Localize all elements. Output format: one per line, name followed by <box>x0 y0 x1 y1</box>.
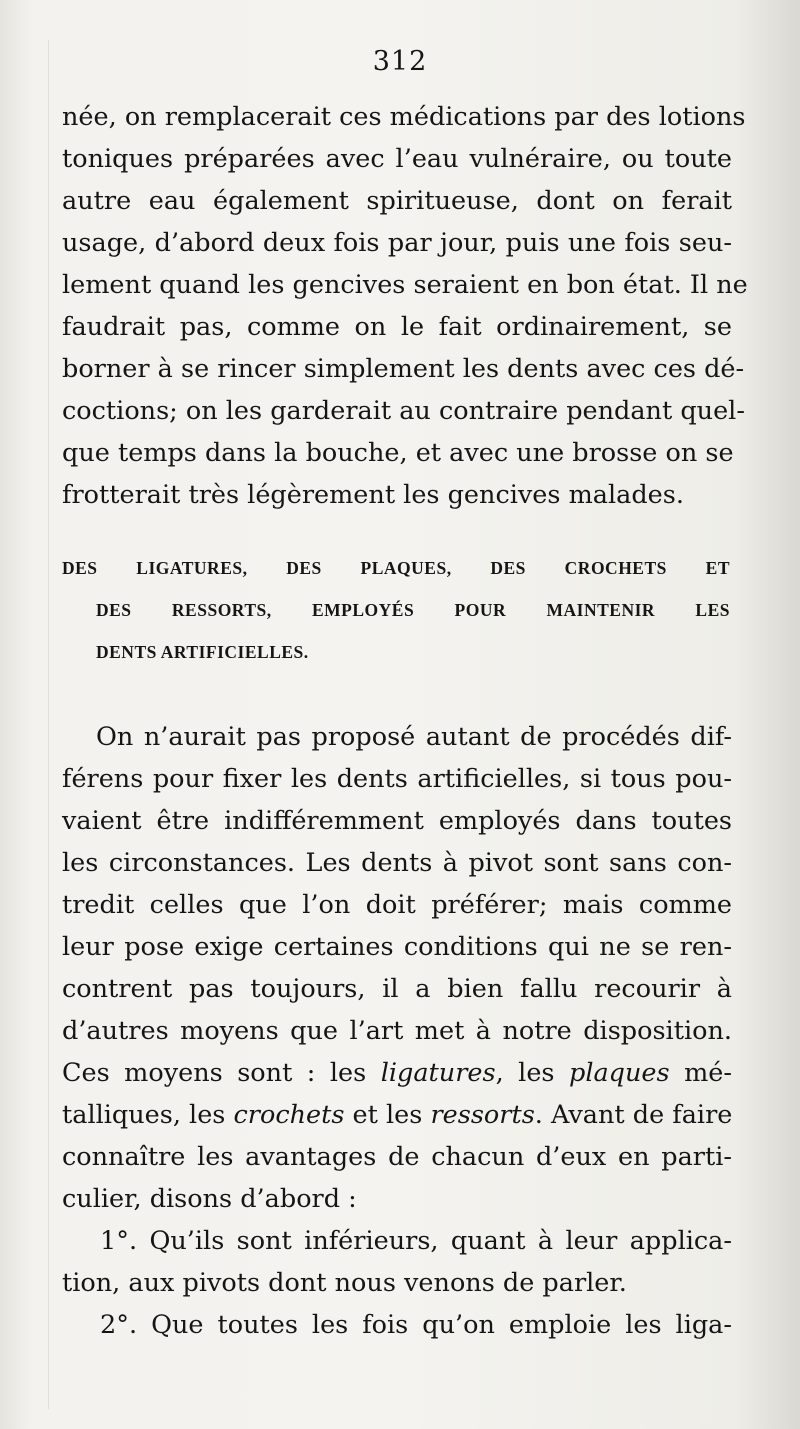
text-span: talliques, les <box>62 1100 234 1130</box>
text-line: contrent pas toujours, il a bien fallu recourir à <box>62 974 732 1004</box>
text-line: née, on remplacerait ces médications par des lotions <box>62 102 746 132</box>
text-line <box>62 1058 732 1088</box>
text-span: et les <box>344 1100 431 1130</box>
page-gutter-shadow <box>48 40 49 1409</box>
text-line: d’autres moyens que l’art met à notre disposition. <box>62 1016 732 1046</box>
text-line: leur pose exige certaines conditions qui ne se ren- <box>62 932 732 962</box>
text-line: faudrait pas, comme on le fait ordinairement, se <box>62 312 732 342</box>
text-span: Ces moyens sont : les <box>62 1058 381 1088</box>
text-line: que temps dans la bouche, et avec une brosse on se <box>62 438 734 468</box>
italic-term: plaques <box>569 1058 670 1088</box>
section-heading-line: DES LIGATURES, DES PLAQUES, DES CROCHETS ET <box>62 558 730 578</box>
text-span: . Avant de faire <box>534 1100 733 1130</box>
list-item-line: tion, aux pivots dont nous venons de parler. <box>62 1268 627 1298</box>
text-line: tredit celles que l’on doit préférer; mais comme <box>62 890 732 920</box>
text-line: frotterait très légèrement les gencives malades. <box>62 480 684 510</box>
text-line: toniques préparées avec l’eau vulnéraire, ou toute <box>62 144 732 174</box>
list-item-line: 1°. Qu’ils sont inférieurs, quant à leur applica- <box>100 1226 732 1256</box>
section-heading-line: DES RESSORTS, EMPLOYÉS POUR MAINTENIR LES <box>96 600 730 620</box>
text-line: les circonstances. Les dents à pivot sont sans con- <box>62 848 732 878</box>
text-line: coctions; on les garderait au contraire pendant quel- <box>62 396 745 426</box>
text-line: borner à se rincer simplement les dents avec ces dé- <box>62 354 745 384</box>
list-item-line: 2°. Que toutes les fois qu’on emploie les liga- <box>100 1310 732 1340</box>
italic-term: crochets <box>233 1100 345 1130</box>
text-span: mé- <box>669 1058 732 1088</box>
text-line: autre eau également spiritueuse, dont on ferait <box>62 186 732 216</box>
italic-term: ligatures <box>380 1058 496 1088</box>
text-line <box>62 1100 732 1130</box>
text-span: , les <box>495 1058 569 1088</box>
text-line: On n’aurait pas proposé autant de procédés dif- <box>96 722 732 752</box>
italic-term: ressorts <box>430 1100 535 1130</box>
text-line: lement quand les gencives seraient en bon état. Il ne <box>62 270 748 300</box>
text-line: férens pour fixer les dents artificielles, si tous pou- <box>62 764 732 794</box>
page-number: 312 <box>372 46 428 77</box>
section-heading-line: DENTS ARTIFICIELLES. <box>96 642 309 662</box>
text-line: connaître les avantages de chacun d’eux en parti- <box>62 1142 732 1172</box>
text-line: vaient être indifféremment employés dans toutes <box>62 806 732 836</box>
text-line: usage, d’abord deux fois par jour, puis une fois seu- <box>62 228 732 258</box>
text-line: culier, disons d’abord : <box>62 1184 357 1214</box>
